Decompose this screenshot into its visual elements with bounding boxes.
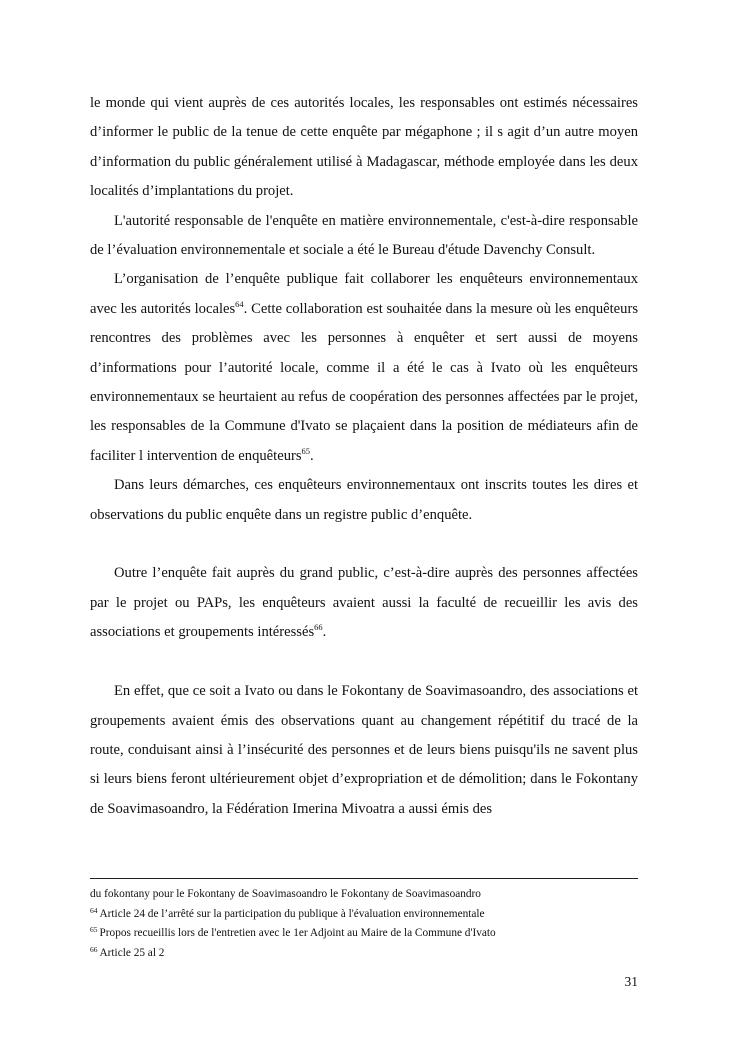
footnote-text: Article 24 de l’arrêté sur la participation du publique à l'évaluation environnementale [99, 907, 485, 920]
paragraph-3-text-c: . [310, 447, 314, 464]
paragraph-3-text-b: . Cette collaboration est souhaitée dans la mesure où les enquêteurs rencontres des problèmes avec les personnes à enquêter et sert aussi de moyens d’informations pour l’autorité locale, comme il a été le cas à Ivato où les enquêteurs environnementaux se heurtaient au refus de coopération des personnes affectées par le projet, les responsables de la Commune d'Ivato se plaçaient dans la position de médiateurs afin de faciliter l intervention de enquêteurs [90, 300, 638, 464]
footnote-text: Propos recueillis lors de l'entretien avec le 1er Adjoint au Maire de la Commune d'Ivato [99, 927, 496, 939]
footnote-64 [90, 905, 638, 925]
paragraph-5 [90, 559, 638, 647]
footnote-ref-65: 65 [301, 445, 311, 456]
paragraph-gap [90, 648, 638, 677]
footnote-number: 65 [90, 925, 98, 934]
paragraph-5-text-b: . [322, 624, 327, 641]
page-number: 31 [624, 974, 638, 989]
footnote-ref-64: 64 [235, 298, 244, 309]
paragraph-3 [90, 265, 638, 471]
footnote-number: 66 [90, 944, 98, 954]
body-text [90, 89, 638, 824]
paragraph-gap [90, 530, 638, 559]
footnote-text: Article 25 al 2 [99, 946, 165, 959]
footnote-66 [90, 944, 638, 964]
footnote-65 [90, 924, 638, 944]
footnote-number: 64 [90, 905, 98, 915]
footnotes [90, 885, 638, 963]
footnote-divider [90, 878, 638, 879]
footnote-continuation: du fokontany pour le Fokontany de Soavimasoandro le Fokontany de Soavimasoandro [90, 888, 481, 900]
paragraph-5-text-a: Outre l’enquête fait auprès du grand public, c’est-à-dire auprès des personnes affectées par le projet ou PAPs, les enquêteurs avaient aussi la faculté de recueillir les avis des associations et groupements intéressés [90, 565, 638, 641]
footnote-ref-66: 66 [314, 622, 323, 633]
paragraph-6: En effet, que ce soit a Ivato ou dans le Fokontany de Soavimasoandro, des associations et groupements avaient émis des observations quant au changement répétitif du tracé de la route, conduisant ainsi à l’insécurité des personnes et de leurs biens puisqu'ils ne savent plus si leurs biens feront ultérieurement objet d’expropriation et de démolition; dans le Fokontany de Soavimasoandro, la Fédération Imerina Mivoatra a aussi émis des [90, 683, 638, 817]
paragraph-3-text-a: L’organisation de l’enquête publique fait collaborer les enquêteurs environnementaux avec les autorités locales [90, 271, 638, 317]
paragraph-4: Dans leurs démarches, ces enquêteurs environnementaux ont inscrits toutes les dires et observations du public enquête dans un registre public d’enquête. [90, 477, 638, 523]
paragraph-2: L'autorité responsable de l'enquête en matière environnementale, c'est-à-dire responsable de l’évaluation environnementale et sociale a été le Bureau d'étude Davenchy Consult. [90, 212, 638, 259]
paragraph-1: le monde qui vient auprès de ces autorités locales, les responsables ont estimés nécessaires d’informer le public de la tenue de cette enquête par mégaphone ; il s agit d’un autre moyen d’information du public généralement utilisé à Madagascar, méthode employée dans les deux localités d’implantations du projet. [90, 95, 638, 200]
